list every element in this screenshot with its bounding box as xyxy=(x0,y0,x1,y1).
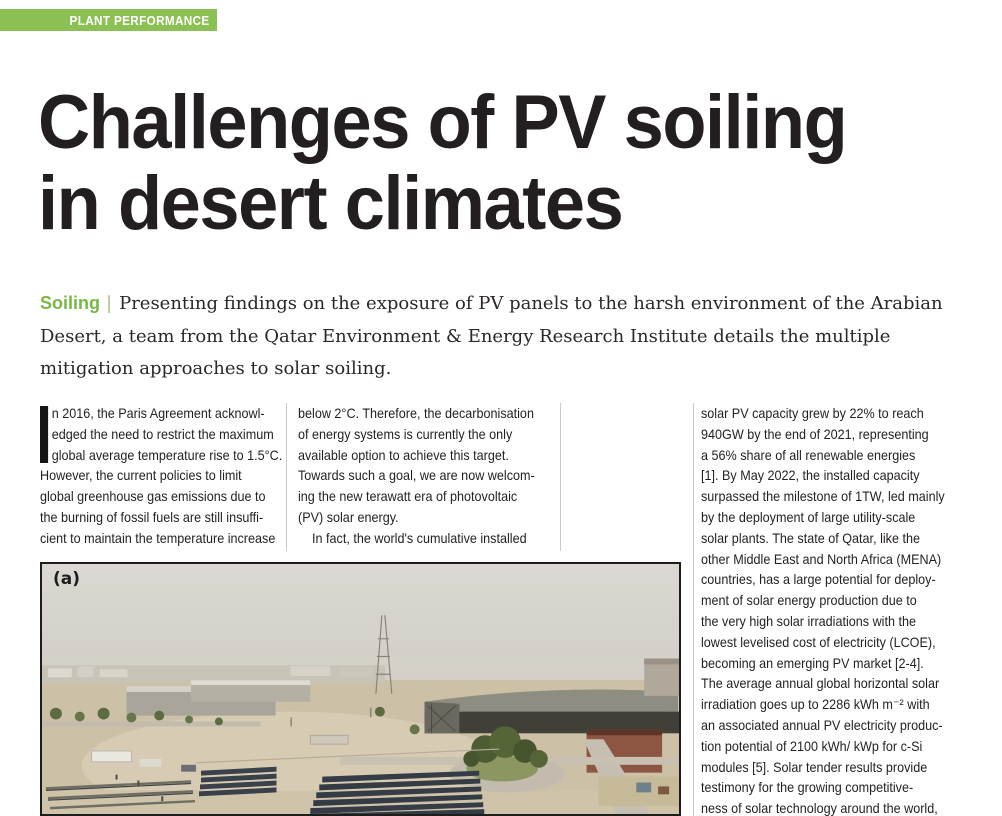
column-rule xyxy=(693,403,694,816)
body-line: n 2016, the Paris Agreement acknowl- xyxy=(51,405,265,421)
figure-label: (a) xyxy=(53,569,81,589)
standfirst-topic: Soiling xyxy=(40,293,100,313)
body-line: solar plants. The state of Qatar, like the xyxy=(701,529,920,546)
body-line: edged the need to restrict the maximum xyxy=(51,425,274,442)
body-line: other Middle East and North Africa (MENA) xyxy=(701,550,942,567)
headline-line-1: Challenges of PV soiling xyxy=(38,80,847,165)
body-line: of energy systems is currently the only xyxy=(298,425,513,442)
body-line: [1]. By May 2022, the installed capacity xyxy=(701,467,920,484)
section-badge-label: PLANT PERFORMANCE xyxy=(69,12,210,28)
body-line: a 56% share of all renewable energies xyxy=(701,446,916,463)
body-line: solar PV capacity grew by 22% to reach xyxy=(701,405,924,421)
body-column-1 xyxy=(40,403,283,549)
body-line: (PV) solar energy. xyxy=(298,508,399,525)
body-line: an associated annual PV electricity produc- xyxy=(701,716,943,733)
standfirst-text: Presenting findings on the exposure of PV panels to the harsh environment of the Arabian xyxy=(119,293,943,314)
column-rule xyxy=(560,403,561,551)
standfirst xyxy=(40,287,980,386)
body-line: Towards such a goal, we are now welcom- xyxy=(298,467,535,484)
body-line: In fact, the world's cumulative installed xyxy=(298,529,527,546)
column-rule xyxy=(286,403,287,551)
standfirst-line: Desert, a team from the Qatar Environment & Energy Research Institute details the multiple xyxy=(40,325,891,347)
body-line: available option to achieve this target. xyxy=(298,446,509,463)
body-line: becoming an emerging PV market [2-4]. xyxy=(701,654,924,671)
body-line: countries, has a large potential for deploy- xyxy=(701,571,936,588)
body-line: The average annual global horizontal solar xyxy=(701,675,940,692)
body-line: ment of solar energy production due to xyxy=(701,592,917,609)
drop-cap xyxy=(40,406,48,463)
body-line: the very high solar irradiations with the xyxy=(701,612,917,629)
figure-aerial-photo xyxy=(40,562,681,816)
body-line: 940GW by the end of 2021, representing xyxy=(701,425,929,442)
standfirst-line: mitigation approaches to solar soiling. xyxy=(40,358,392,379)
section-badge xyxy=(0,9,217,31)
body-line: global greenhouse gas emissions due to xyxy=(40,488,266,505)
article-headline xyxy=(38,82,846,244)
body-line: modules [5]. Solar tender results provide xyxy=(701,758,928,775)
body-line: ing the new terawatt era of photovoltaic xyxy=(298,488,518,505)
body-line: by the deployment of large utility-scale xyxy=(701,508,916,525)
standfirst-line xyxy=(40,287,980,321)
standfirst-separator: | xyxy=(106,293,113,314)
body-column-2 xyxy=(298,403,550,549)
body-line: lowest levelised cost of electricity (LCOE), xyxy=(701,633,936,650)
body-line: below 2°C. Therefore, the decarbonisation xyxy=(298,405,534,421)
body-line: global average temperature rise to 1.5°C. xyxy=(51,446,283,463)
body-line: However, the current policies to limit xyxy=(40,467,242,484)
body-line: testimony for the growing competitive- xyxy=(701,779,914,796)
body-line: irradiation goes up to 2286 kWh m⁻² with xyxy=(701,696,930,713)
body-line: surpassed the milestone of 1TW, led mainly xyxy=(701,488,945,505)
aerial-photo-illustration xyxy=(42,564,679,814)
body-line: tion potential of 2100 kWh/ kWp for c-Si xyxy=(701,737,923,754)
body-line: the burning of fossil fuels are still insuffi- xyxy=(40,508,264,525)
body-column-3 xyxy=(701,403,967,816)
body-line: ness of solar technology around the world, xyxy=(701,800,938,816)
headline-line-2: in desert climates xyxy=(38,161,623,246)
body-line: cient to maintain the temperature increase xyxy=(40,529,276,546)
